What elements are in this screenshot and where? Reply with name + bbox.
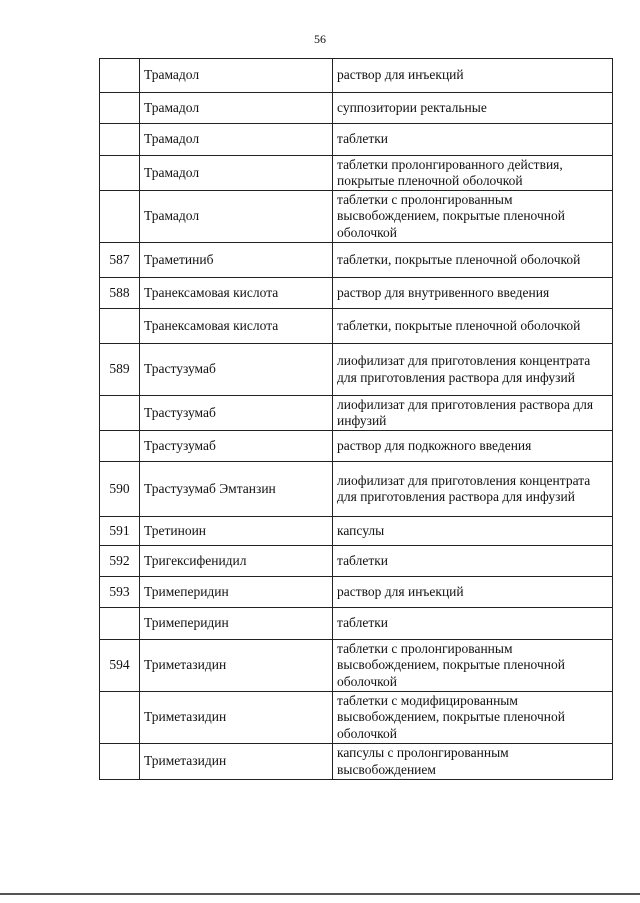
dosage-form: таблетки bbox=[333, 124, 613, 156]
table-row bbox=[100, 278, 613, 309]
drug-name: Трастузумаб bbox=[140, 344, 333, 396]
scan-edge-divider bbox=[0, 893, 640, 895]
drug-name: Транексамовая кислота bbox=[140, 278, 333, 309]
drug-name: Триметазидин bbox=[140, 692, 333, 744]
row-number bbox=[100, 692, 140, 744]
drug-name: Триметазидин bbox=[140, 744, 333, 780]
drug-table-body bbox=[100, 59, 613, 780]
table-row bbox=[100, 59, 613, 93]
drug-name: Траметиниб bbox=[140, 243, 333, 278]
row-number: 589 bbox=[100, 344, 140, 396]
drug-table bbox=[99, 58, 613, 780]
table-row bbox=[100, 124, 613, 156]
row-number: 587 bbox=[100, 243, 140, 278]
dosage-form: лиофилизат для приготовления концентрата для приготовления раствора для инфузий bbox=[333, 344, 613, 396]
drug-name: Трамадол bbox=[140, 156, 333, 191]
table-row bbox=[100, 191, 613, 243]
drug-name: Тримеперидин bbox=[140, 608, 333, 640]
dosage-form: капсулы с пролонгированным высвобождением bbox=[333, 744, 613, 780]
dosage-form: раствор для инъекций bbox=[333, 59, 613, 93]
table-row bbox=[100, 156, 613, 191]
dosage-form: раствор для внутривенного введения bbox=[333, 278, 613, 309]
drug-name: Трастузумаб Эмтанзин bbox=[140, 462, 333, 517]
drug-name: Трамадол bbox=[140, 191, 333, 243]
row-number bbox=[100, 156, 140, 191]
dosage-form: капсулы bbox=[333, 517, 613, 546]
row-number bbox=[100, 431, 140, 462]
row-number bbox=[100, 93, 140, 124]
row-number: 594 bbox=[100, 640, 140, 692]
dosage-form: лиофилизат для приготовления раствора для инфузий bbox=[333, 396, 613, 431]
dosage-form: таблетки с пролонгированным высвобождением, покрытые пленочной оболочкой bbox=[333, 191, 613, 243]
table-row bbox=[100, 546, 613, 577]
dosage-form: таблетки с пролонгированным высвобождением, покрытые пленочной оболочкой bbox=[333, 640, 613, 692]
row-number: 591 bbox=[100, 517, 140, 546]
dosage-form: таблетки, покрытые пленочной оболочкой bbox=[333, 309, 613, 344]
dosage-form: суппозитории ректальные bbox=[333, 93, 613, 124]
row-number: 590 bbox=[100, 462, 140, 517]
drug-name: Тригексифенидил bbox=[140, 546, 333, 577]
table-row bbox=[100, 517, 613, 546]
drug-name: Трастузумаб bbox=[140, 431, 333, 462]
dosage-form: таблетки с модифицированным высвобождением, покрытые пленочной оболочкой bbox=[333, 692, 613, 744]
drug-name: Тримеперидин bbox=[140, 577, 333, 608]
dosage-form: таблетки bbox=[333, 608, 613, 640]
table-row bbox=[100, 431, 613, 462]
table-row bbox=[100, 344, 613, 396]
row-number bbox=[100, 396, 140, 431]
dosage-form: раствор для инъекций bbox=[333, 577, 613, 608]
drug-name: Трамадол bbox=[140, 124, 333, 156]
dosage-form: таблетки, покрытые пленочной оболочкой bbox=[333, 243, 613, 278]
drug-name: Трамадол bbox=[140, 93, 333, 124]
table-row bbox=[100, 93, 613, 124]
row-number bbox=[100, 59, 140, 93]
table-row bbox=[100, 309, 613, 344]
dosage-form: раствор для подкожного введения bbox=[333, 431, 613, 462]
row-number bbox=[100, 608, 140, 640]
table-row bbox=[100, 608, 613, 640]
row-number bbox=[100, 309, 140, 344]
table-row bbox=[100, 462, 613, 517]
row-number: 592 bbox=[100, 546, 140, 577]
page-number: 56 bbox=[314, 32, 326, 46]
row-number bbox=[100, 744, 140, 780]
row-number: 588 bbox=[100, 278, 140, 309]
table-row bbox=[100, 640, 613, 692]
table-row bbox=[100, 243, 613, 278]
drug-name: Трастузумаб bbox=[140, 396, 333, 431]
drug-name: Триметазидин bbox=[140, 640, 333, 692]
drug-name: Трамадол bbox=[140, 59, 333, 93]
dosage-form: лиофилизат для приготовления концентрата для приготовления раствора для инфузий bbox=[333, 462, 613, 517]
table-row bbox=[100, 396, 613, 431]
row-number bbox=[100, 124, 140, 156]
drug-name: Транексамовая кислота bbox=[140, 309, 333, 344]
table-row bbox=[100, 577, 613, 608]
dosage-form: таблетки пролонгированного действия, покрытые пленочной оболочкой bbox=[333, 156, 613, 191]
dosage-form: таблетки bbox=[333, 546, 613, 577]
drug-name: Третиноин bbox=[140, 517, 333, 546]
table-row bbox=[100, 692, 613, 744]
row-number bbox=[100, 191, 140, 243]
table-row bbox=[100, 744, 613, 780]
row-number: 593 bbox=[100, 577, 140, 608]
